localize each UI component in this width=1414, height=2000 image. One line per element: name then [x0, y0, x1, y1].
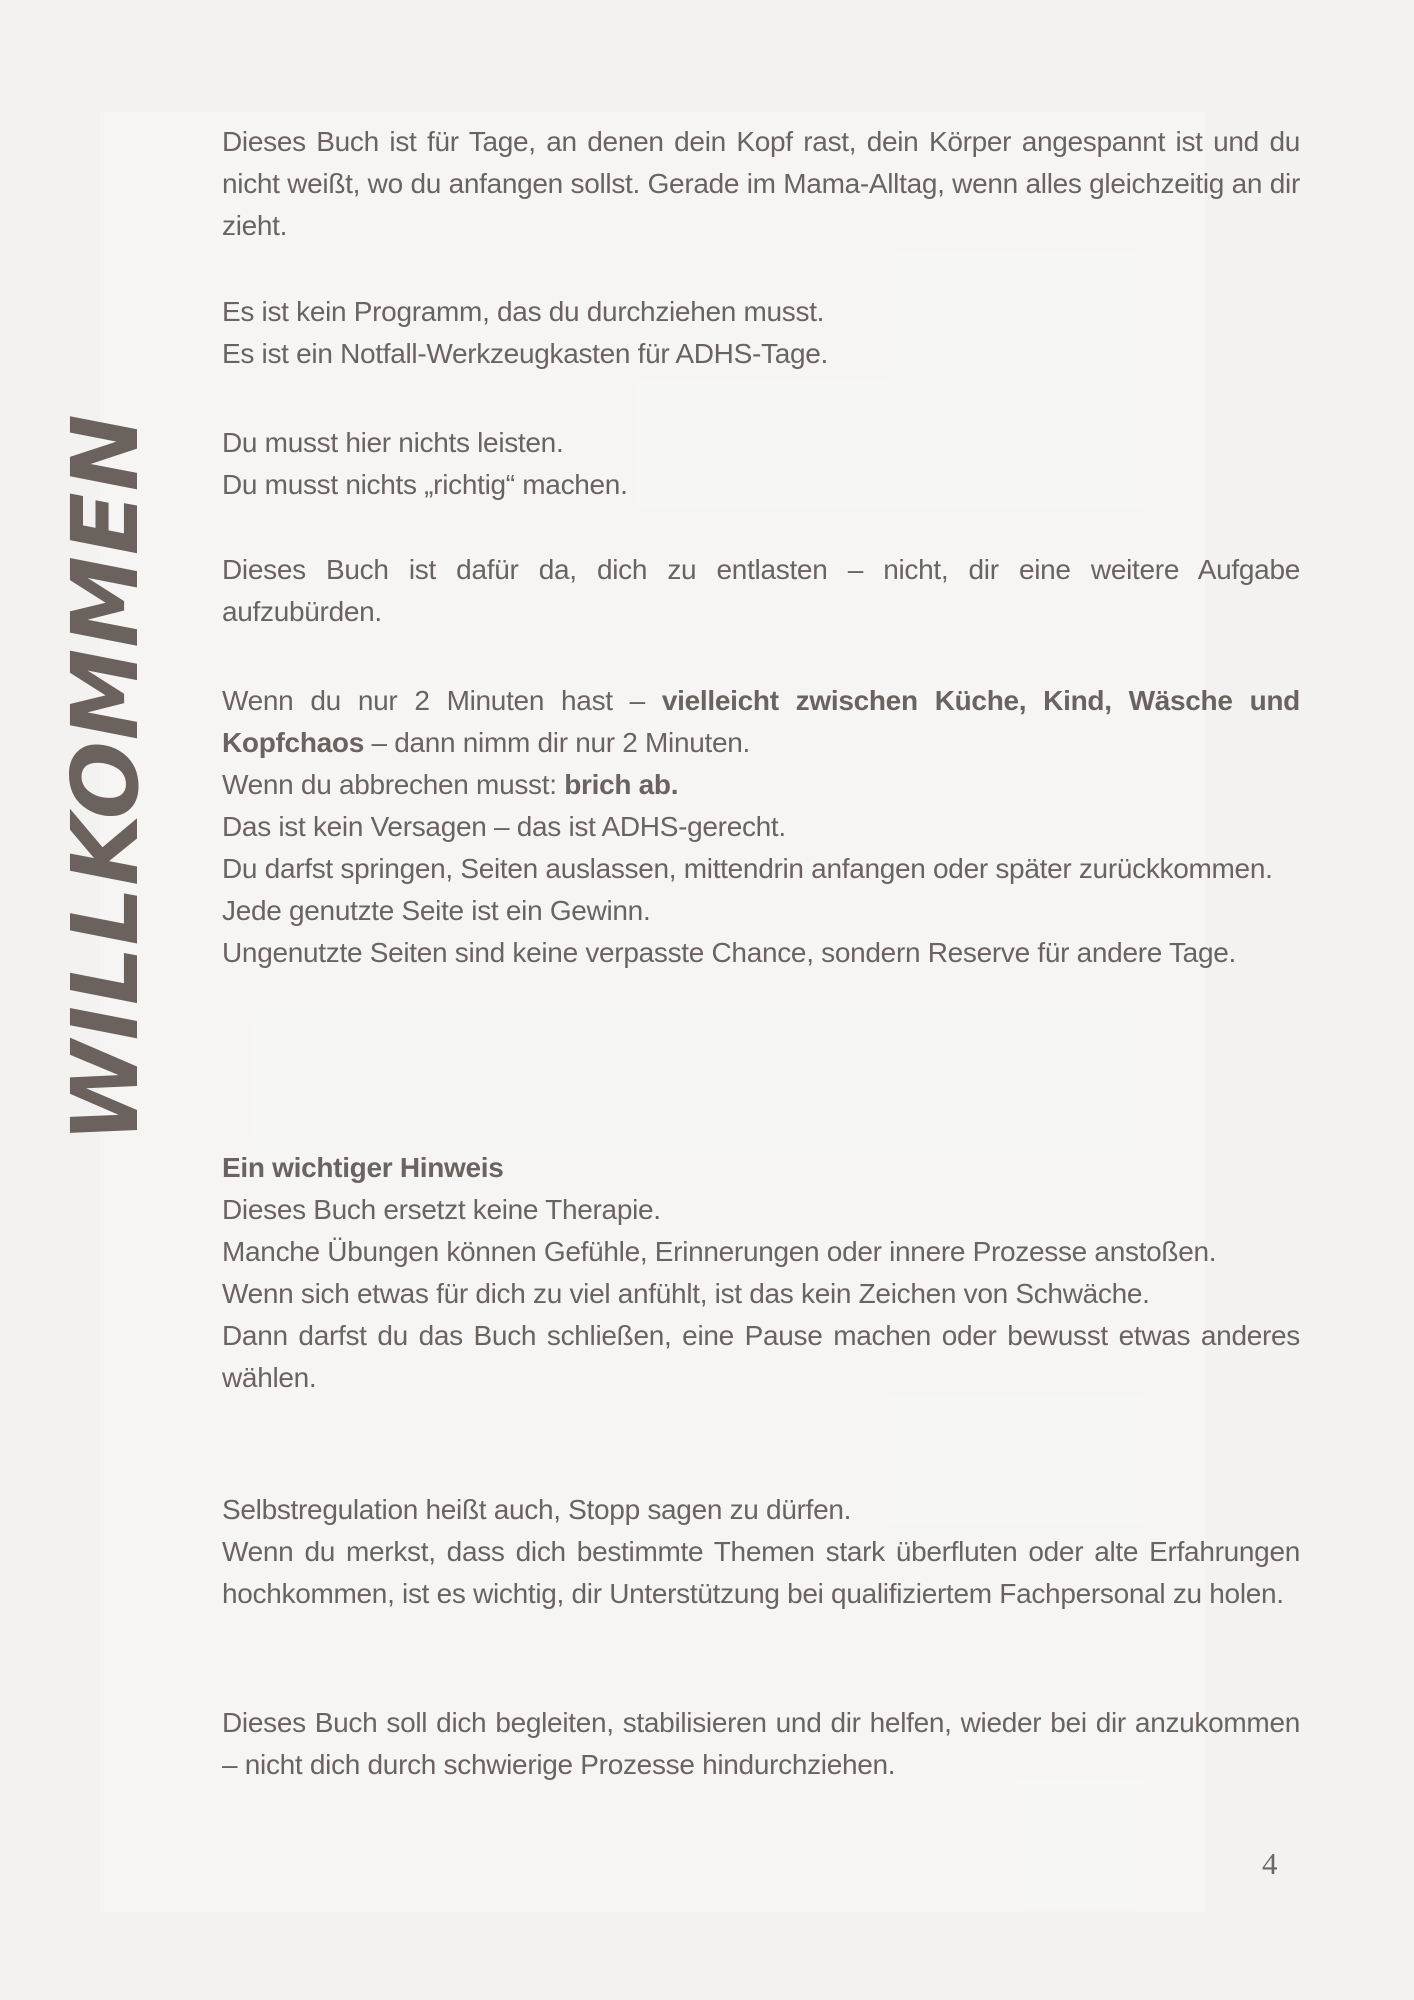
text-run: Dieses Buch ersetzt keine Therapie.	[222, 1194, 661, 1225]
paragraph-entlasten	[222, 549, 1300, 633]
text-run: Wenn du merkst, dass dich bestimmte Themen stark überfluten oder alte Erfahrungen hochkommen, ist es wichtig, dir Unterstützung bei qualifiziertem Fachpersonal zu holen.	[222, 1536, 1300, 1609]
text-run: Dieses Buch ist für Tage, an denen dein Kopf rast, dein Körper angespannt ist und du nicht weißt, wo du anfangen sollst. Gerade im Mama-Alltag, wenn alles gleichzeitig an dir zieht.	[222, 126, 1300, 241]
text-run: Wenn du abbrechen musst:	[222, 769, 565, 800]
text-run: Dieses Buch soll dich begleiten, stabilisieren und dir helfen, wieder bei dir anzukommen – nicht dich durch schwierige Prozesse hindurchziehen.	[222, 1707, 1300, 1780]
text-run: Dann darfst du das Buch schließen, eine Pause machen oder bewusst etwas anderes wählen.	[222, 1320, 1300, 1393]
page-inner-panel	[100, 112, 1205, 1912]
text-run: Dieses Buch ist dafür da, dich zu entlasten – nicht, dir eine weitere Aufgabe aufzubürden.	[222, 554, 1300, 627]
section-heading: Ein wichtiger Hinweis	[222, 1152, 504, 1183]
text-run: Wenn du nur 2 Minuten hast –	[222, 685, 662, 716]
text-run: Du musst nichts „richtig“ machen.	[222, 469, 628, 500]
text-run: Du darfst springen, Seiten auslassen, mittendrin anfangen oder später zurückkommen.	[222, 853, 1273, 884]
text-run: Du musst hier nichts leisten.	[222, 427, 564, 458]
text-run: Es ist ein Notfall-Werkzeugkasten für ADHS-Tage.	[222, 338, 829, 369]
paragraph-begleiten	[222, 1702, 1300, 1786]
text-run: – dann nimm dir nur 2 Minuten.	[363, 727, 750, 758]
text-run: Ungenutzte Seiten sind keine verpasste Chance, sondern Reserve für andere Tage.	[222, 937, 1236, 968]
text-run: Jede genutzte Seite ist ein Gewinn.	[222, 895, 651, 926]
paragraph-kein-programm	[222, 291, 1300, 375]
text-run-bold: vielleicht zwischen Küche, Kind, Wäsche und Kopfchaos	[222, 685, 1300, 758]
text-run: Wenn sich etwas für dich zu viel anfühlt, ist das kein Zeichen von Schwäche.	[222, 1278, 1150, 1309]
text-run: Manche Übungen können Gefühle, Erinnerungen oder innere Prozesse anstoßen.	[222, 1236, 1217, 1267]
paragraph-hinweis	[222, 1147, 1300, 1399]
paragraph-zwei-minuten	[222, 680, 1300, 974]
text-run: Selbstregulation heißt auch, Stopp sagen zu dürfen.	[222, 1494, 852, 1525]
paragraph-selbstregulation	[222, 1489, 1300, 1615]
paragraph-intro	[222, 121, 1300, 247]
text-run-bold: brich ab.	[564, 769, 679, 800]
page-number: 4	[1262, 1846, 1278, 1881]
chapter-title-vertical: WILLKOMMEN	[51, 413, 159, 1143]
paragraph-nichts-leisten	[222, 422, 1300, 506]
text-run: Es ist kein Programm, das du durchziehen musst.	[222, 296, 825, 327]
text-run: Das ist kein Versagen – das ist ADHS-gerecht.	[222, 811, 786, 842]
